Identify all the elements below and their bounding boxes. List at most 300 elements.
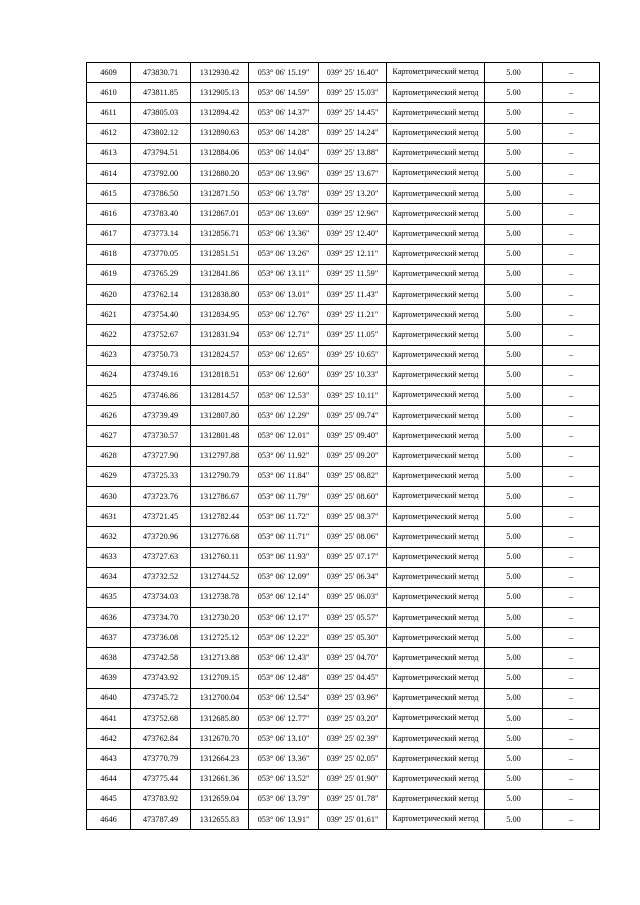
point-number-cell: 4638 xyxy=(87,648,131,668)
note-cell: – xyxy=(543,547,600,567)
x-coordinate-cell: 473770.79 xyxy=(131,749,191,769)
accuracy-cell: 5.00 xyxy=(485,809,543,829)
x-coordinate-cell: 473727.90 xyxy=(131,446,191,466)
method-cell: Картометрический метод xyxy=(387,688,485,708)
accuracy-cell: 5.00 xyxy=(485,83,543,103)
point-number-cell: 4646 xyxy=(87,809,131,829)
x-coordinate-cell: 473811.85 xyxy=(131,83,191,103)
y-coordinate-cell: 1312884.06 xyxy=(191,143,249,163)
note-cell: – xyxy=(543,204,600,224)
note-cell: – xyxy=(543,426,600,446)
point-number-cell: 4613 xyxy=(87,143,131,163)
latitude-cell: 053° 06' 12.17" xyxy=(249,608,319,628)
x-coordinate-cell: 473754.40 xyxy=(131,305,191,325)
note-cell: – xyxy=(543,123,600,143)
method-cell: Картометрический метод xyxy=(387,123,485,143)
note-cell: – xyxy=(543,184,600,204)
latitude-cell: 053° 06' 11.71" xyxy=(249,527,319,547)
longitude-cell: 039° 25' 10.11" xyxy=(319,386,387,406)
point-number-cell: 4642 xyxy=(87,729,131,749)
latitude-cell: 053° 06' 12.76" xyxy=(249,305,319,325)
table-body xyxy=(87,63,600,830)
latitude-cell: 053° 06' 11.72" xyxy=(249,507,319,527)
y-coordinate-cell: 1312738.78 xyxy=(191,587,249,607)
y-coordinate-cell: 1312831.94 xyxy=(191,325,249,345)
method-cell: Картометрический метод xyxy=(387,628,485,648)
note-cell: – xyxy=(543,305,600,325)
accuracy-cell: 5.00 xyxy=(485,486,543,506)
table-row xyxy=(87,749,600,769)
point-number-cell: 4643 xyxy=(87,749,131,769)
method-cell: Картометрический метод xyxy=(387,406,485,426)
longitude-cell: 039° 25' 06.03" xyxy=(319,587,387,607)
note-cell: – xyxy=(543,507,600,527)
accuracy-cell: 5.00 xyxy=(485,769,543,789)
accuracy-cell: 5.00 xyxy=(485,365,543,385)
method-cell: Картометрический метод xyxy=(387,789,485,809)
x-coordinate-cell: 473725.33 xyxy=(131,466,191,486)
latitude-cell: 053° 06' 11.79" xyxy=(249,486,319,506)
y-coordinate-cell: 1312797.88 xyxy=(191,446,249,466)
x-coordinate-cell: 473743.92 xyxy=(131,668,191,688)
y-coordinate-cell: 1312818.51 xyxy=(191,365,249,385)
x-coordinate-cell: 473746.86 xyxy=(131,386,191,406)
y-coordinate-cell: 1312790.79 xyxy=(191,466,249,486)
point-number-cell: 4619 xyxy=(87,264,131,284)
longitude-cell: 039° 25' 13.67" xyxy=(319,163,387,183)
method-cell: Картометрический метод xyxy=(387,769,485,789)
y-coordinate-cell: 1312725.12 xyxy=(191,628,249,648)
table-row xyxy=(87,426,600,446)
x-coordinate-cell: 473730.57 xyxy=(131,426,191,446)
accuracy-cell: 5.00 xyxy=(485,184,543,204)
accuracy-cell: 5.00 xyxy=(485,789,543,809)
x-coordinate-cell: 473721.45 xyxy=(131,507,191,527)
table-row xyxy=(87,224,600,244)
accuracy-cell: 5.00 xyxy=(485,163,543,183)
method-cell: Картометрический метод xyxy=(387,163,485,183)
method-cell: Картометрический метод xyxy=(387,103,485,123)
note-cell: – xyxy=(543,587,600,607)
accuracy-cell: 5.00 xyxy=(485,648,543,668)
latitude-cell: 053° 06' 11.92" xyxy=(249,446,319,466)
method-cell: Картометрический метод xyxy=(387,527,485,547)
accuracy-cell: 5.00 xyxy=(485,143,543,163)
x-coordinate-cell: 473742.58 xyxy=(131,648,191,668)
table-row xyxy=(87,587,600,607)
method-cell: Картометрический метод xyxy=(387,466,485,486)
method-cell: Картометрический метод xyxy=(387,386,485,406)
point-number-cell: 4610 xyxy=(87,83,131,103)
note-cell: – xyxy=(543,688,600,708)
point-number-cell: 4627 xyxy=(87,426,131,446)
accuracy-cell: 5.00 xyxy=(485,224,543,244)
latitude-cell: 053° 06' 12.65" xyxy=(249,345,319,365)
point-number-cell: 4621 xyxy=(87,305,131,325)
table-row xyxy=(87,285,600,305)
table-row xyxy=(87,345,600,365)
longitude-cell: 039° 25' 08.37" xyxy=(319,507,387,527)
longitude-cell: 039° 25' 04.45" xyxy=(319,668,387,688)
longitude-cell: 039° 25' 10.33" xyxy=(319,365,387,385)
x-coordinate-cell: 473783.40 xyxy=(131,204,191,224)
x-coordinate-cell: 473723.76 xyxy=(131,486,191,506)
note-cell: – xyxy=(543,325,600,345)
latitude-cell: 053° 06' 13.11" xyxy=(249,264,319,284)
latitude-cell: 053° 06' 14.37" xyxy=(249,103,319,123)
longitude-cell: 039° 25' 12.96" xyxy=(319,204,387,224)
latitude-cell: 053° 06' 12.01" xyxy=(249,426,319,446)
longitude-cell: 039° 25' 02.39" xyxy=(319,729,387,749)
method-cell: Картометрический метод xyxy=(387,365,485,385)
table-row xyxy=(87,668,600,688)
y-coordinate-cell: 1312871.50 xyxy=(191,184,249,204)
table-row xyxy=(87,567,600,587)
table-row xyxy=(87,729,600,749)
note-cell: – xyxy=(543,365,600,385)
latitude-cell: 053° 06' 13.36" xyxy=(249,749,319,769)
note-cell: – xyxy=(543,809,600,829)
point-number-cell: 4609 xyxy=(87,63,131,83)
y-coordinate-cell: 1312782.44 xyxy=(191,507,249,527)
table-row xyxy=(87,466,600,486)
y-coordinate-cell: 1312709.15 xyxy=(191,668,249,688)
x-coordinate-cell: 473734.70 xyxy=(131,608,191,628)
longitude-cell: 039° 25' 10.65" xyxy=(319,345,387,365)
latitude-cell: 053° 06' 12.48" xyxy=(249,668,319,688)
x-coordinate-cell: 473787.49 xyxy=(131,809,191,829)
x-coordinate-cell: 473794.51 xyxy=(131,143,191,163)
y-coordinate-cell: 1312838.80 xyxy=(191,285,249,305)
method-cell: Картометрический метод xyxy=(387,809,485,829)
method-cell: Картометрический метод xyxy=(387,729,485,749)
accuracy-cell: 5.00 xyxy=(485,204,543,224)
point-number-cell: 4611 xyxy=(87,103,131,123)
accuracy-cell: 5.00 xyxy=(485,123,543,143)
longitude-cell: 039° 25' 14.45" xyxy=(319,103,387,123)
note-cell: – xyxy=(543,466,600,486)
accuracy-cell: 5.00 xyxy=(485,587,543,607)
y-coordinate-cell: 1312776.68 xyxy=(191,527,249,547)
method-cell: Картометрический метод xyxy=(387,204,485,224)
x-coordinate-cell: 473765.29 xyxy=(131,264,191,284)
longitude-cell: 039° 25' 04.70" xyxy=(319,648,387,668)
point-number-cell: 4614 xyxy=(87,163,131,183)
latitude-cell: 053° 06' 13.78" xyxy=(249,184,319,204)
latitude-cell: 053° 06' 12.43" xyxy=(249,648,319,668)
y-coordinate-cell: 1312730.20 xyxy=(191,608,249,628)
table-row xyxy=(87,365,600,385)
accuracy-cell: 5.00 xyxy=(485,628,543,648)
accuracy-cell: 5.00 xyxy=(485,244,543,264)
latitude-cell: 053° 06' 12.60" xyxy=(249,365,319,385)
point-number-cell: 4640 xyxy=(87,688,131,708)
accuracy-cell: 5.00 xyxy=(485,446,543,466)
y-coordinate-cell: 1312890.63 xyxy=(191,123,249,143)
accuracy-cell: 5.00 xyxy=(485,668,543,688)
method-cell: Картометрический метод xyxy=(387,446,485,466)
longitude-cell: 039° 25' 03.96" xyxy=(319,688,387,708)
x-coordinate-cell: 473752.67 xyxy=(131,325,191,345)
latitude-cell: 053° 06' 12.77" xyxy=(249,709,319,729)
note-cell: – xyxy=(543,244,600,264)
y-coordinate-cell: 1312685.80 xyxy=(191,709,249,729)
method-cell: Картометрический метод xyxy=(387,63,485,83)
accuracy-cell: 5.00 xyxy=(485,305,543,325)
point-number-cell: 4616 xyxy=(87,204,131,224)
accuracy-cell: 5.00 xyxy=(485,547,543,567)
method-cell: Картометрический метод xyxy=(387,184,485,204)
longitude-cell: 039° 25' 13.20" xyxy=(319,184,387,204)
table-row xyxy=(87,769,600,789)
method-cell: Картометрический метод xyxy=(387,244,485,264)
point-number-cell: 4620 xyxy=(87,285,131,305)
note-cell: – xyxy=(543,285,600,305)
method-cell: Картометрический метод xyxy=(387,143,485,163)
table-row xyxy=(87,244,600,264)
latitude-cell: 053° 06' 12.29" xyxy=(249,406,319,426)
note-cell: – xyxy=(543,143,600,163)
note-cell: – xyxy=(543,163,600,183)
longitude-cell: 039° 25' 16.40" xyxy=(319,63,387,83)
table-row xyxy=(87,63,600,83)
point-number-cell: 4629 xyxy=(87,466,131,486)
method-cell: Картометрический метод xyxy=(387,547,485,567)
table-row xyxy=(87,305,600,325)
accuracy-cell: 5.00 xyxy=(485,325,543,345)
method-cell: Картометрический метод xyxy=(387,486,485,506)
table-row xyxy=(87,628,600,648)
accuracy-cell: 5.00 xyxy=(485,466,543,486)
y-coordinate-cell: 1312744.52 xyxy=(191,567,249,587)
point-number-cell: 4631 xyxy=(87,507,131,527)
table-row xyxy=(87,123,600,143)
point-number-cell: 4615 xyxy=(87,184,131,204)
point-number-cell: 4634 xyxy=(87,567,131,587)
note-cell: – xyxy=(543,386,600,406)
note-cell: – xyxy=(543,729,600,749)
note-cell: – xyxy=(543,749,600,769)
y-coordinate-cell: 1312894.42 xyxy=(191,103,249,123)
point-number-cell: 4617 xyxy=(87,224,131,244)
point-number-cell: 4639 xyxy=(87,668,131,688)
note-cell: – xyxy=(543,345,600,365)
point-number-cell: 4635 xyxy=(87,587,131,607)
longitude-cell: 039° 25' 15.03" xyxy=(319,83,387,103)
point-number-cell: 4626 xyxy=(87,406,131,426)
note-cell: – xyxy=(543,608,600,628)
note-cell: – xyxy=(543,264,600,284)
latitude-cell: 053° 06' 12.09" xyxy=(249,567,319,587)
accuracy-cell: 5.00 xyxy=(485,345,543,365)
method-cell: Картометрический метод xyxy=(387,285,485,305)
note-cell: – xyxy=(543,769,600,789)
method-cell: Картометрический метод xyxy=(387,507,485,527)
x-coordinate-cell: 473720.96 xyxy=(131,527,191,547)
note-cell: – xyxy=(543,83,600,103)
accuracy-cell: 5.00 xyxy=(485,63,543,83)
y-coordinate-cell: 1312824.57 xyxy=(191,345,249,365)
y-coordinate-cell: 1312814.57 xyxy=(191,386,249,406)
method-cell: Картометрический метод xyxy=(387,426,485,446)
point-number-cell: 4624 xyxy=(87,365,131,385)
accuracy-cell: 5.00 xyxy=(485,729,543,749)
note-cell: – xyxy=(543,668,600,688)
y-coordinate-cell: 1312856.71 xyxy=(191,224,249,244)
method-cell: Картометрический метод xyxy=(387,668,485,688)
x-coordinate-cell: 473727.63 xyxy=(131,547,191,567)
table-row xyxy=(87,264,600,284)
x-coordinate-cell: 473792.00 xyxy=(131,163,191,183)
longitude-cell: 039° 25' 12.40" xyxy=(319,224,387,244)
y-coordinate-cell: 1312930.42 xyxy=(191,63,249,83)
point-number-cell: 4645 xyxy=(87,789,131,809)
x-coordinate-cell: 473745.72 xyxy=(131,688,191,708)
longitude-cell: 039° 25' 01.61" xyxy=(319,809,387,829)
x-coordinate-cell: 473802.12 xyxy=(131,123,191,143)
table-row xyxy=(87,648,600,668)
longitude-cell: 039° 25' 11.43" xyxy=(319,285,387,305)
x-coordinate-cell: 473739.49 xyxy=(131,406,191,426)
accuracy-cell: 5.00 xyxy=(485,507,543,527)
table-row xyxy=(87,709,600,729)
point-number-cell: 4637 xyxy=(87,628,131,648)
longitude-cell: 039° 25' 05.30" xyxy=(319,628,387,648)
method-cell: Картометрический метод xyxy=(387,587,485,607)
latitude-cell: 053° 06' 14.59" xyxy=(249,83,319,103)
latitude-cell: 053° 06' 13.96" xyxy=(249,163,319,183)
y-coordinate-cell: 1312905.13 xyxy=(191,83,249,103)
longitude-cell: 039° 25' 01.90" xyxy=(319,769,387,789)
longitude-cell: 039° 25' 09.20" xyxy=(319,446,387,466)
latitude-cell: 053° 06' 11.84" xyxy=(249,466,319,486)
point-number-cell: 4641 xyxy=(87,709,131,729)
method-cell: Картометрический метод xyxy=(387,224,485,244)
note-cell: – xyxy=(543,446,600,466)
accuracy-cell: 5.00 xyxy=(485,386,543,406)
latitude-cell: 053° 06' 12.54" xyxy=(249,688,319,708)
longitude-cell: 039° 25' 03.20" xyxy=(319,709,387,729)
note-cell: – xyxy=(543,527,600,547)
table-row xyxy=(87,386,600,406)
x-coordinate-cell: 473762.84 xyxy=(131,729,191,749)
accuracy-cell: 5.00 xyxy=(485,264,543,284)
table-row xyxy=(87,688,600,708)
accuracy-cell: 5.00 xyxy=(485,608,543,628)
table-row xyxy=(87,486,600,506)
point-number-cell: 4630 xyxy=(87,486,131,506)
accuracy-cell: 5.00 xyxy=(485,406,543,426)
table-row xyxy=(87,163,600,183)
latitude-cell: 053° 06' 13.01" xyxy=(249,285,319,305)
y-coordinate-cell: 1312655.83 xyxy=(191,809,249,829)
latitude-cell: 053° 06' 12.53" xyxy=(249,386,319,406)
accuracy-cell: 5.00 xyxy=(485,426,543,446)
longitude-cell: 039° 25' 06.34" xyxy=(319,567,387,587)
longitude-cell: 039° 25' 08.82" xyxy=(319,466,387,486)
accuracy-cell: 5.00 xyxy=(485,285,543,305)
note-cell: – xyxy=(543,486,600,506)
latitude-cell: 053° 06' 12.22" xyxy=(249,628,319,648)
note-cell: – xyxy=(543,709,600,729)
longitude-cell: 039° 25' 07.17" xyxy=(319,547,387,567)
method-cell: Картометрический метод xyxy=(387,567,485,587)
table-row xyxy=(87,789,600,809)
coordinates-table xyxy=(86,62,600,830)
latitude-cell: 053° 06' 13.79" xyxy=(249,789,319,809)
method-cell: Картометрический метод xyxy=(387,608,485,628)
method-cell: Картометрический метод xyxy=(387,305,485,325)
point-number-cell: 4644 xyxy=(87,769,131,789)
longitude-cell: 039° 25' 11.05" xyxy=(319,325,387,345)
table-row xyxy=(87,527,600,547)
longitude-cell: 039° 25' 11.59" xyxy=(319,264,387,284)
method-cell: Картометрический метод xyxy=(387,264,485,284)
table-row xyxy=(87,406,600,426)
x-coordinate-cell: 473734.03 xyxy=(131,587,191,607)
method-cell: Картометрический метод xyxy=(387,83,485,103)
latitude-cell: 053° 06' 13.36" xyxy=(249,224,319,244)
point-number-cell: 4618 xyxy=(87,244,131,264)
note-cell: – xyxy=(543,789,600,809)
y-coordinate-cell: 1312841.86 xyxy=(191,264,249,284)
point-number-cell: 4623 xyxy=(87,345,131,365)
longitude-cell: 039° 25' 09.74" xyxy=(319,406,387,426)
method-cell: Картометрический метод xyxy=(387,749,485,769)
accuracy-cell: 5.00 xyxy=(485,749,543,769)
y-coordinate-cell: 1312880.20 xyxy=(191,163,249,183)
y-coordinate-cell: 1312659.04 xyxy=(191,789,249,809)
y-coordinate-cell: 1312834.95 xyxy=(191,305,249,325)
y-coordinate-cell: 1312786.67 xyxy=(191,486,249,506)
latitude-cell: 053° 06' 14.04" xyxy=(249,143,319,163)
longitude-cell: 039° 25' 09.40" xyxy=(319,426,387,446)
longitude-cell: 039° 25' 08.60" xyxy=(319,486,387,506)
accuracy-cell: 5.00 xyxy=(485,527,543,547)
y-coordinate-cell: 1312700.04 xyxy=(191,688,249,708)
method-cell: Картометрический метод xyxy=(387,345,485,365)
latitude-cell: 053° 06' 15.19" xyxy=(249,63,319,83)
y-coordinate-cell: 1312801.48 xyxy=(191,426,249,446)
point-number-cell: 4628 xyxy=(87,446,131,466)
longitude-cell: 039° 25' 11.21" xyxy=(319,305,387,325)
point-number-cell: 4625 xyxy=(87,386,131,406)
table-row xyxy=(87,446,600,466)
longitude-cell: 039° 25' 13.88" xyxy=(319,143,387,163)
table-row xyxy=(87,809,600,829)
longitude-cell: 039° 25' 05.57" xyxy=(319,608,387,628)
longitude-cell: 039° 25' 01.78" xyxy=(319,789,387,809)
table-row xyxy=(87,608,600,628)
longitude-cell: 039° 25' 14.24" xyxy=(319,123,387,143)
x-coordinate-cell: 473805.03 xyxy=(131,103,191,123)
latitude-cell: 053° 06' 12.14" xyxy=(249,587,319,607)
method-cell: Картометрический метод xyxy=(387,648,485,668)
table-row xyxy=(87,103,600,123)
table-row xyxy=(87,325,600,345)
point-number-cell: 4632 xyxy=(87,527,131,547)
accuracy-cell: 5.00 xyxy=(485,103,543,123)
latitude-cell: 053° 06' 13.91" xyxy=(249,809,319,829)
accuracy-cell: 5.00 xyxy=(485,688,543,708)
table-row xyxy=(87,143,600,163)
y-coordinate-cell: 1312807.80 xyxy=(191,406,249,426)
point-number-cell: 4633 xyxy=(87,547,131,567)
latitude-cell: 053° 06' 13.26" xyxy=(249,244,319,264)
table-row xyxy=(87,547,600,567)
y-coordinate-cell: 1312661.36 xyxy=(191,769,249,789)
y-coordinate-cell: 1312664.23 xyxy=(191,749,249,769)
